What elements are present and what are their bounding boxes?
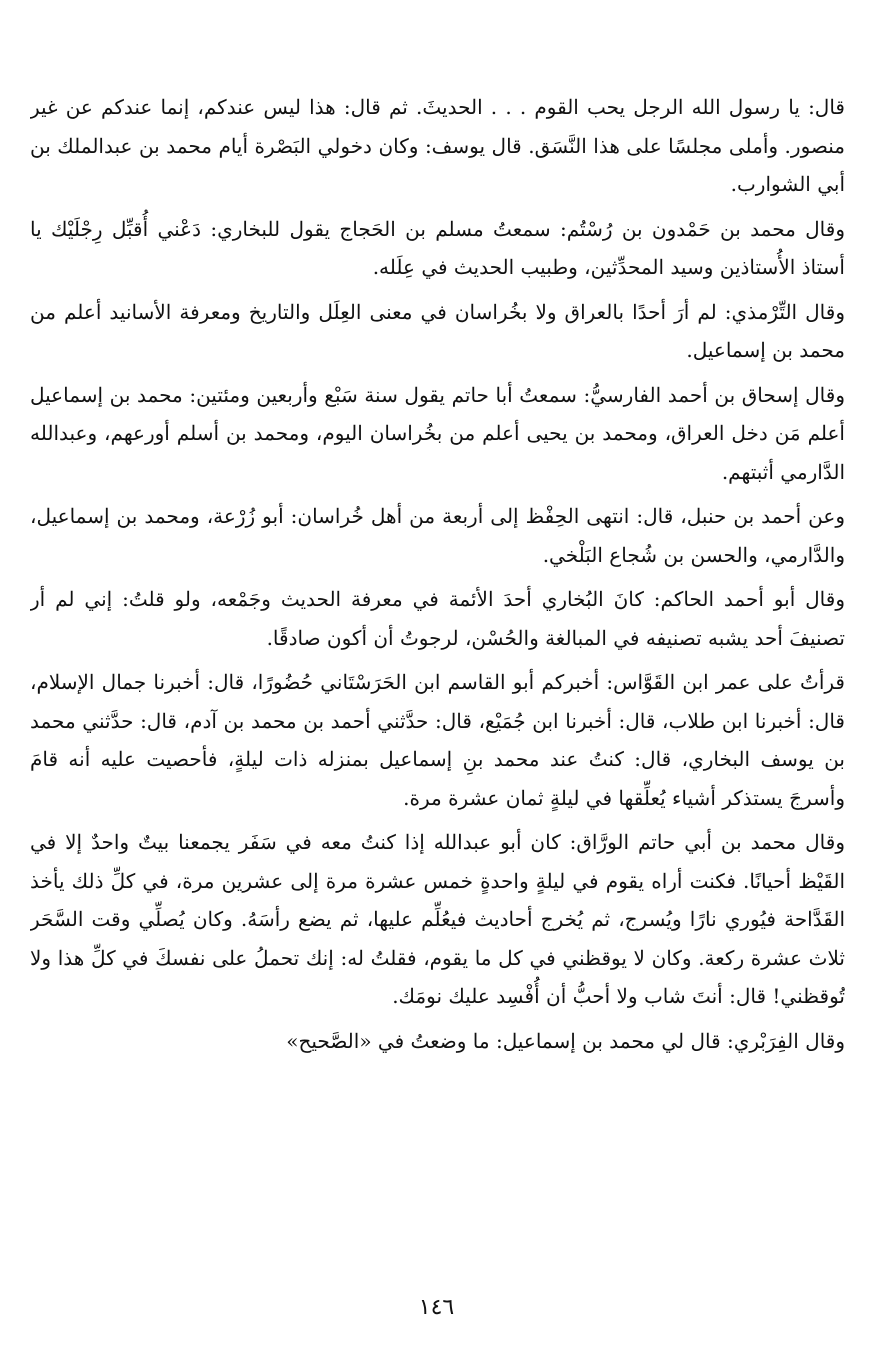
paragraph-6: وقال أبو أحمد الحاكم: كانَ البُخاري أحدَ الأئمة في معرفة الحديث وجَمْعه، ولو قلتُ: إني لم أر تصنيفَ أحد يشبه تصنيفه في المبالغة والحُسْن، لرجوتُ أن أكون صادقًا. <box>30 587 845 650</box>
paragraph-8: وقال محمد بن أبي حاتم الورَّاق: كان أبو عبدالله إذا كنتُ معه في سَفَر يجمعنا بيتٌ واحدٌ إلا في القَيْظ أحيانًا. فكنت أراه يقوم في ليلةٍ واحدةٍ خمس عشرة مرة إلى عشرين مرة، في كلِّ ذلك يأخذ القَدَّاحة فيُوري نارًا ويُسرج، ثم يُخرج أحاديث فيعُلِّم عليها، ثم يضع رأسَهُ. وكان يُصلِّي وقت السَّحَر ثلاث عشرة ركعة. وكان لا يوقظني في كل ما يقوم، فقلتُ له: إنك تحملُ على نفسكَ في كلِّ هذا ولا تُوقظني! قال: أنتَ شاب ولا أحبُّ أن أُفْسِد عليك نومَك. <box>30 830 845 1008</box>
paragraph-5: وعن أحمد بن حنبل، قال: انتهى الحِفْظ إلى أربعة من أهل خُراسان: أبو زُرْعة، ومحمد بن إسماعيل، والدَّارمي، والحسن بن شُجاع البَلْخي. <box>30 504 845 567</box>
paragraph-3: وقال التِّرْمذي: لم أرَ أحدًا بالعراق ولا بخُراسان في معنى العِلَل والتاريخ ومعرفة الأسانيد أعلم من محمد بن إسماعيل. <box>30 299 845 362</box>
paragraph-7: قرأتُ على عمر ابن القَوَّاس: أخبركم أبو القاسم ابن الحَرَسْتَاني حُضُورًا، قال: أخبرنا جمال الإسلام، قال: أخبرنا ابن طلاب، قال: أخبرنا ابن جُمَيْع، قال: حدَّثني أحمد بن محمد بن آدم، قال: حدَّثني محمد بن يوسف البخاري، قال: كنتُ عند محمد بنِ إسماعيل بمنزله ذات ليلةٍ، فأحصيت عليه أنه قامَ وأسرجَ يستذكر أشياء يُعلِّقها في ليلةٍ ثمان عشرة مرة. <box>30 670 845 810</box>
paragraph-4: وقال إسحاق بن أحمد الفارسيُّ: سمعتُ أبا حاتم يقول سنة سَبْع وأربعين ومئتين: محمد بن إسماعيل أعلم مَن دخل العراق، ومحمد بن يحيى أعلم من بخُراسان اليوم، ومحمد بن أسلم أورعهم، وعبدالله الدَّارمي أثبتهم. <box>30 382 845 484</box>
paragraph-2: وقال محمد بن حَمْدون بن رُسْتُم: سمعتُ مسلم بن الحَجاج يقول للبخاري: دَعْني أُقبِّل رِجْلَيْك يا أستاذ الأُستاذين وسيد المحدِّثين، وطبيب الحديث في عِلَله. <box>30 216 845 279</box>
book-page <box>30 88 845 1333</box>
paragraph-9: وقال الفِرَبْري: قال لي محمد بن إسماعيل: ما وضعتُ في «الصَّحيح» <box>286 1028 845 1053</box>
paragraph-1: قال: يا رسول الله الرجل يحب القوم . . . الحديثَ. ثم قال: هذا ليس عندكم، إنما عندكم عن غير منصور. وأملى مجلسًا على هذا النَّسَق. قال يوسف: وكان دخولي البَصْرة أيام محمد بن عبدالملك بن أبي الشوارب. <box>30 95 845 196</box>
page-number: ١٤٦ <box>418 1295 455 1320</box>
